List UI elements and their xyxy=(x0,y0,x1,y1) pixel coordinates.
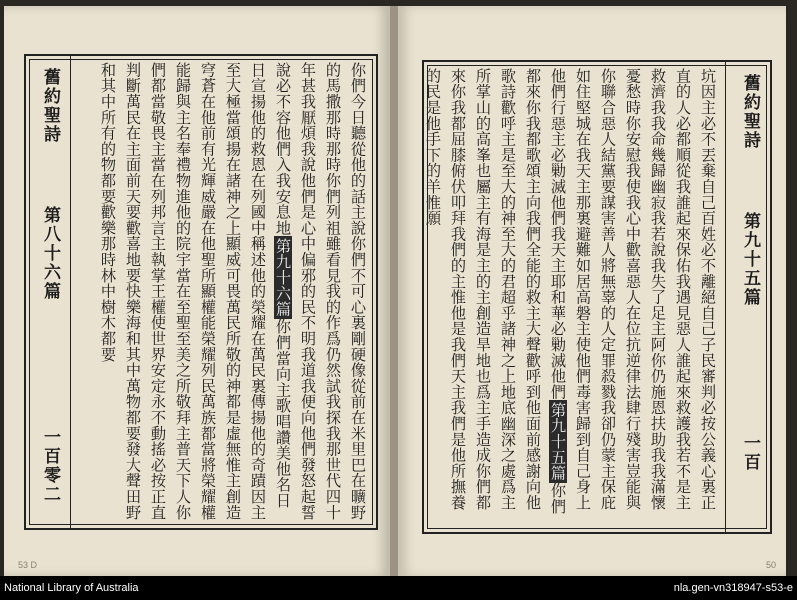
left-page-frame xyxy=(24,54,378,530)
right-page-frame xyxy=(422,60,772,534)
right-book-title: 舊約聖詩 xyxy=(740,74,760,150)
right-page xyxy=(398,6,786,576)
left-corner-mark: 53 D xyxy=(18,560,38,570)
right-page-number: 一百 xyxy=(740,434,760,472)
left-margin-column xyxy=(26,56,71,528)
left-page-body xyxy=(76,62,370,522)
book-gutter xyxy=(390,6,398,576)
left-book-title: 舊約聖詩 xyxy=(40,68,60,144)
left-body-pre: 你們今日聽從他的話主說你們不可心裏剛硬像從前在米里巴在曠野的馬撒那時那時你們列祖雖看見我的作爲仍然試我探我那世代四十年甚我厭煩我說他們是心中偏邪的民不明我道我便向他們發怒起誓說必不容他們入我安息地 xyxy=(274,62,367,521)
right-body-post: 你們都來你我都歌頌主向我們全能的救主大聲歡呼到他面前感謝向他歌詩歡呼主是至大的神至大的君超乎諸神之上地底幽深之處爲主所掌山的高峯也屬主有海是主的主創造旱地也爲主手造成你們都來你我都屈膝俯伏叩拜我們的主惟他是我們天主我們是他所撫養的民是他手下的羊惟願 xyxy=(424,68,567,515)
left-body-post: 你們當向主歌唱讚美他名日日宣揚他的救恩在列國中稱述他的榮耀在萬民裏傳揚他的奇蹟因主至大極當頌揚在諸神之上顯威可畏萬民所敬的神都是虛無惟主創造穹蒼在他前有光輝威嚴在他聖所顯權能榮耀列民萬族都當將榮耀權能歸與主名奉禮物進他的院宇當在至聖至美之所敬拜主普天下人你們都當敬畏主當在列邦言主執掌王權使世界安定永不動搖必按正直判斷萬民在主面前天要歡喜地要快樂海和其中萬物都要發大聲田野和其中所有的物都要歡樂那時林中樹木都要 xyxy=(99,62,292,521)
footer-bar xyxy=(0,576,797,600)
right-page-body xyxy=(424,68,720,526)
right-psalm-heading: 第九十五篇 xyxy=(549,401,567,481)
right-chapter-label: 第九十五篇 xyxy=(740,212,760,307)
left-page-number: 一百零二 xyxy=(40,428,60,504)
left-chapter-label: 第八十六篇 xyxy=(40,206,60,301)
right-body-pre: 坑因主必不丟棄自己百姓必不離絕自己子民審判必按公義心裏正直的人必都順從我誰起來保佑我遇見惡人誰起來救護我若不是主救濟我我命幾歸幽寂我若說我失了足主阿你仍施恩扶助我我滿懷憂愁時你安慰我使我心中歡喜惡人在位抗逆律法肆行殘害豈能與你聯合惡人結黨要謀害善人將無辜的人定罪殺戮我卻仍蒙主保庇如住堅城在我天主那裏避難如居高磐主使他們毒害歸到自己身上他們行惡主必勦滅他們我天主耶和華必勦滅他們 xyxy=(549,68,717,511)
right-corner-mark: 50 xyxy=(765,560,776,570)
left-page xyxy=(4,6,390,576)
footer-library-name: National Library of Australia xyxy=(4,582,139,594)
left-psalm-heading: 第九十六篇 xyxy=(274,237,292,317)
footer-identifier: nla.gen-vn318947-s53-e xyxy=(673,582,793,594)
right-margin-column xyxy=(725,62,770,532)
